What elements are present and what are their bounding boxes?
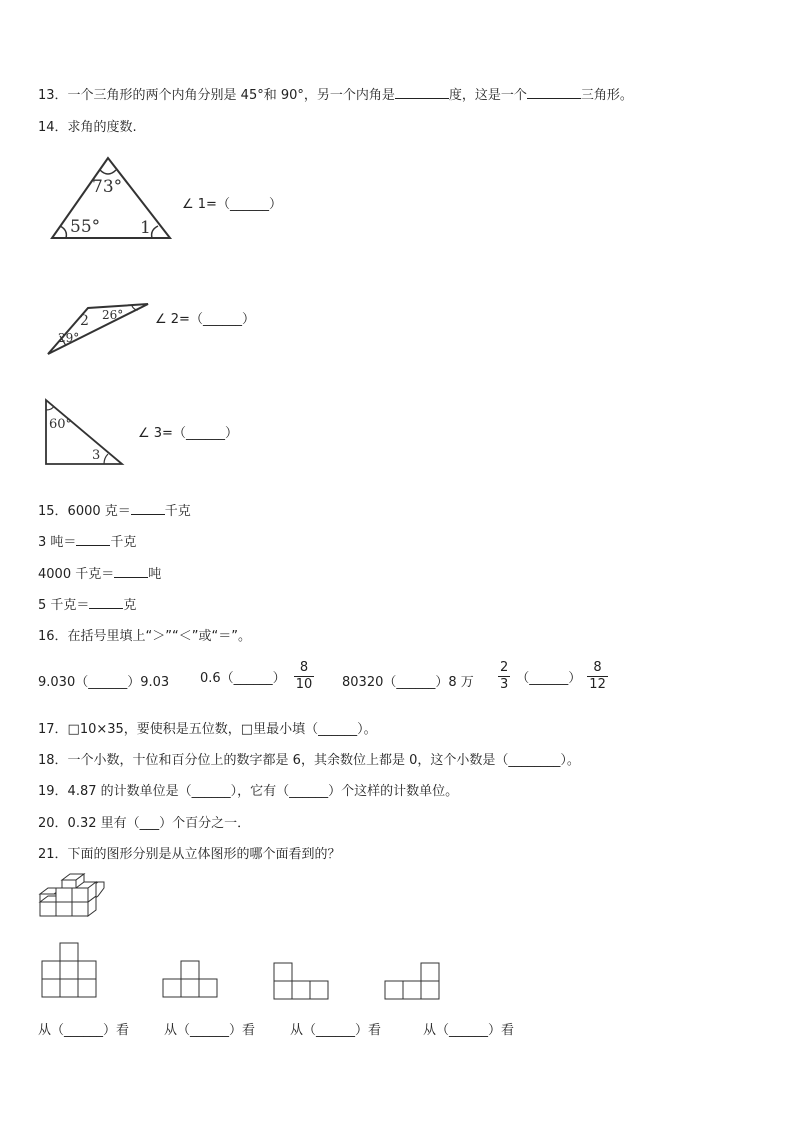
question-text[interactable]: 0.32 里有（___）个百分之一． <box>67 816 251 831</box>
answer-blank[interactable] <box>76 533 110 546</box>
conversion-text: 5 千克＝ <box>38 598 90 613</box>
fraction-numerator: 2 <box>500 660 509 675</box>
view-figure-2 <box>163 960 219 998</box>
question-text[interactable]: 一个小数，十位和百分位上的数字都是 6，其余数位上都是 0，这个小数是（________）。 <box>67 753 580 768</box>
question-number: 19． <box>38 784 68 799</box>
question-text: 三角形。 <box>580 88 633 103</box>
triangle-2-figure <box>44 298 154 358</box>
angle-2-answer[interactable]: ∠ 2=（______） <box>155 312 255 327</box>
compare-item-4[interactable] <box>498 660 608 693</box>
compare-item-2[interactable] <box>200 660 314 693</box>
angle-label-1: 1 <box>140 218 151 238</box>
unit-text: 千克 <box>110 535 137 550</box>
angle-arc <box>60 226 66 238</box>
compare-text: （______） <box>516 671 582 686</box>
conversion-text: 4000 千克＝ <box>38 567 115 582</box>
question-title: 求角的度数. <box>67 120 137 135</box>
question-number: 18． <box>38 753 68 768</box>
answer-blank[interactable] <box>527 86 581 99</box>
question-17 <box>38 718 377 737</box>
angle-1-answer[interactable]: ∠ 1=（______） <box>182 197 282 212</box>
question-15-line-4 <box>38 594 136 613</box>
view-figure-1 <box>42 942 98 998</box>
question-number: 20． <box>38 816 68 831</box>
question-21 <box>38 843 341 862</box>
question-text[interactable]: 4.87 的计数单位是（______），它有（______）个这样的计数单位。 <box>67 784 459 799</box>
angle-arc <box>152 226 158 238</box>
view-answer-4[interactable]: 从（______）看 <box>423 1023 515 1038</box>
question-15-line-3 <box>38 563 161 582</box>
question-18 <box>38 749 580 768</box>
fraction <box>498 660 510 693</box>
angle-label-2: 2 <box>80 313 89 329</box>
compare-item-1[interactable]: 9.030（______）9.03 <box>38 675 170 690</box>
fraction-numerator: 8 <box>294 660 315 677</box>
angle-arc <box>100 170 116 174</box>
view-answer-3[interactable]: 从（______）看 <box>290 1023 382 1038</box>
question-text: 度，这是一个 <box>448 88 527 103</box>
fraction-numerator: 8 <box>587 660 608 677</box>
question-20 <box>38 812 250 831</box>
solid-figure <box>38 872 108 920</box>
question-text: 一个三角形的两个内角分别是 45°和 90°，另一个内角是 <box>67 88 395 103</box>
question-number: 13． <box>38 88 68 103</box>
question-16 <box>38 625 251 644</box>
angle-label-55: 55° <box>70 217 101 237</box>
angle-label-3: 3 <box>92 448 101 463</box>
angle-3-answer[interactable]: ∠ 3=（______） <box>138 426 238 441</box>
question-15-line-2 <box>38 531 136 550</box>
unit-text: 克 <box>123 598 137 613</box>
question-text[interactable]: □10×35，要使积是五位数，□里最小填（______）。 <box>67 722 377 737</box>
answer-blank[interactable] <box>395 86 449 99</box>
angle-arc <box>104 454 108 464</box>
fraction <box>587 660 608 693</box>
view-figure-3 <box>274 962 330 1000</box>
angle-label-60: 60° <box>49 417 73 432</box>
fraction-denominator: 10 <box>295 677 313 692</box>
question-number: 16． <box>38 629 68 644</box>
fraction <box>294 660 315 693</box>
view-answer-2[interactable]: 从（______）看 <box>164 1023 256 1038</box>
question-number: 15． <box>38 504 68 519</box>
angle-label-26: 26° <box>102 308 124 322</box>
fraction-denominator: 12 <box>589 677 606 692</box>
question-title: 在括号里填上“＞”“＜”或“＝”。 <box>67 629 251 644</box>
question-15-line-1 <box>38 500 191 519</box>
question-number: 21． <box>38 847 68 862</box>
triangle-3-figure <box>42 396 128 468</box>
answer-blank[interactable] <box>131 502 165 515</box>
triangle-1-figure <box>46 152 176 244</box>
question-14 <box>38 116 137 135</box>
fraction-denominator: 3 <box>500 677 509 692</box>
answer-blank[interactable] <box>89 596 123 609</box>
angle-label-73: 73° <box>92 177 123 197</box>
view-answer-1[interactable]: 从（______）看 <box>38 1023 130 1038</box>
conversion-text: 3 吨＝ <box>38 535 77 550</box>
question-13 <box>38 84 633 103</box>
angle-arc <box>132 306 138 310</box>
unit-text: 吨 <box>148 567 162 582</box>
question-number: 14． <box>38 120 68 135</box>
view-figure-4 <box>385 962 441 1000</box>
question-19 <box>38 780 458 799</box>
compare-text: 0.6（______） <box>200 671 286 686</box>
question-number: 17． <box>38 722 68 737</box>
angle-label-29: 29° <box>58 331 80 345</box>
compare-item-3[interactable]: 80320（______）8 万 <box>342 675 474 690</box>
conversion-text: 6000 克＝ <box>67 504 131 519</box>
unit-text: 千克 <box>164 504 191 519</box>
question-title: 下面的图形分别是从立体图形的哪个面看到的？ <box>67 847 341 862</box>
answer-blank[interactable] <box>114 565 148 578</box>
